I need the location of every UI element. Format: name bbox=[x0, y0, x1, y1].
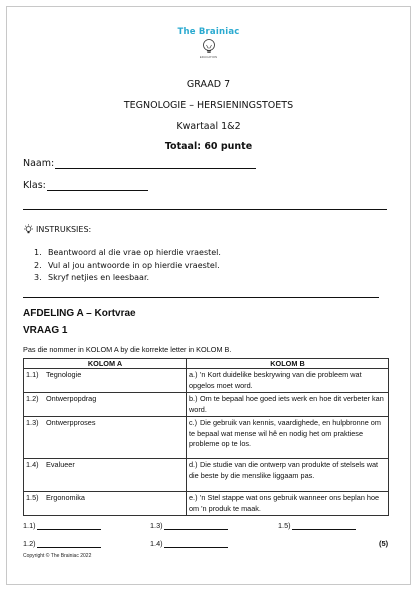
column-a-header: KOLOM A bbox=[24, 359, 187, 369]
answer-1-4: 1.4) bbox=[150, 539, 228, 548]
answer-1-2-line[interactable] bbox=[37, 540, 101, 548]
column-a-cell: 1.4) Evalueer bbox=[24, 459, 187, 492]
answer-1-5-line[interactable] bbox=[292, 522, 356, 530]
logo-tagline: EDUCATION bbox=[199, 55, 218, 59]
instructions-heading bbox=[23, 224, 91, 235]
matching-table bbox=[23, 358, 389, 516]
column-a-cell: 1.3) Ontwerpproses bbox=[24, 417, 187, 459]
column-a-cell: 1.5) Ergonomika bbox=[24, 492, 187, 516]
column-b-header: KOLOM B bbox=[187, 359, 389, 369]
instruction-item: 2. Vul al jou antwoorde in op hierdie vraestel. bbox=[34, 260, 220, 270]
answer-1-4-line[interactable] bbox=[164, 540, 228, 548]
table-row bbox=[24, 417, 389, 459]
instruction-item: 1. Beantwoord al die vrae op hierdie vraestel. bbox=[34, 248, 221, 257]
answer-1-3-line[interactable] bbox=[164, 522, 228, 530]
instructions-list bbox=[34, 247, 221, 285]
column-b-cell: c.) Die gebruik van kennis, vaardighede, en hulpbronne om te bepaal wat mense wil hê en nodig het om praktiese probleme op te los. bbox=[187, 417, 389, 459]
lightbulb-icon bbox=[23, 224, 34, 235]
table-row bbox=[24, 369, 389, 393]
section-title: AFDELING A – Kortvrae bbox=[23, 308, 136, 319]
instruction-item: 3. Skryf netjies en leesbaar. bbox=[34, 273, 150, 282]
answer-1-5: 1.5) bbox=[278, 521, 356, 530]
question-instruction: Pas die nommer in KOLOM A by die korrekte letter in KOLOM B. bbox=[23, 345, 232, 354]
answer-1-1: 1.1) bbox=[23, 521, 101, 530]
table-row bbox=[24, 492, 389, 516]
total-marks: Totaal: 60 punte bbox=[164, 141, 253, 152]
name-label: Naam: bbox=[23, 158, 55, 169]
table-row bbox=[24, 393, 389, 417]
name-field bbox=[23, 158, 256, 169]
class-field bbox=[23, 180, 148, 191]
column-b-cell: b.) Om te bepaal hoe goed iets werk en hoe dit verbeter kan word. bbox=[187, 393, 389, 417]
answer-1-1-line[interactable] bbox=[37, 522, 101, 530]
lightbulb-icon bbox=[201, 38, 217, 56]
name-input-line[interactable] bbox=[55, 159, 256, 169]
brand-logo bbox=[0, 27, 417, 59]
column-a-cell: 1.2) Ontwerpopdrag bbox=[24, 393, 187, 417]
column-a-cell: 1.1) Tegnologie bbox=[24, 369, 187, 393]
copyright-notice: Copyright © The Brainiac 2022 bbox=[23, 553, 92, 559]
class-input-line[interactable] bbox=[47, 181, 148, 191]
answer-1-2: 1.2) bbox=[23, 539, 101, 548]
table-row bbox=[24, 459, 389, 492]
question-marks: (5) bbox=[379, 539, 389, 548]
column-b-cell: d.) Die studie van die ontwerp van produkte of stelsels wat die beste by die menslike liggaam pas. bbox=[187, 459, 389, 492]
term-heading: Kwartaal 1&2 bbox=[176, 121, 241, 132]
column-b-cell: e.) 'n Stel stappe wat ons gebruik wanneer ons beplan hoe om 'n produk te maak. bbox=[187, 492, 389, 516]
subject-heading: TEGNOLOGIE – HERSIENINGSTOETS bbox=[123, 100, 294, 111]
answer-1-3: 1.3) bbox=[150, 521, 228, 530]
class-label: Klas: bbox=[23, 180, 46, 191]
instructions-title: INSTRUKSIES: bbox=[36, 225, 92, 234]
divider-top bbox=[23, 209, 387, 210]
column-b-cell: a.) 'n Kort duidelike beskrywing van die probleem wat opgelos moet word. bbox=[187, 369, 389, 393]
grade-heading: GRAAD 7 bbox=[186, 79, 231, 90]
logo-text: The Brainiac bbox=[177, 27, 240, 37]
divider-section bbox=[23, 297, 379, 298]
question-title: VRAAG 1 bbox=[23, 325, 68, 336]
